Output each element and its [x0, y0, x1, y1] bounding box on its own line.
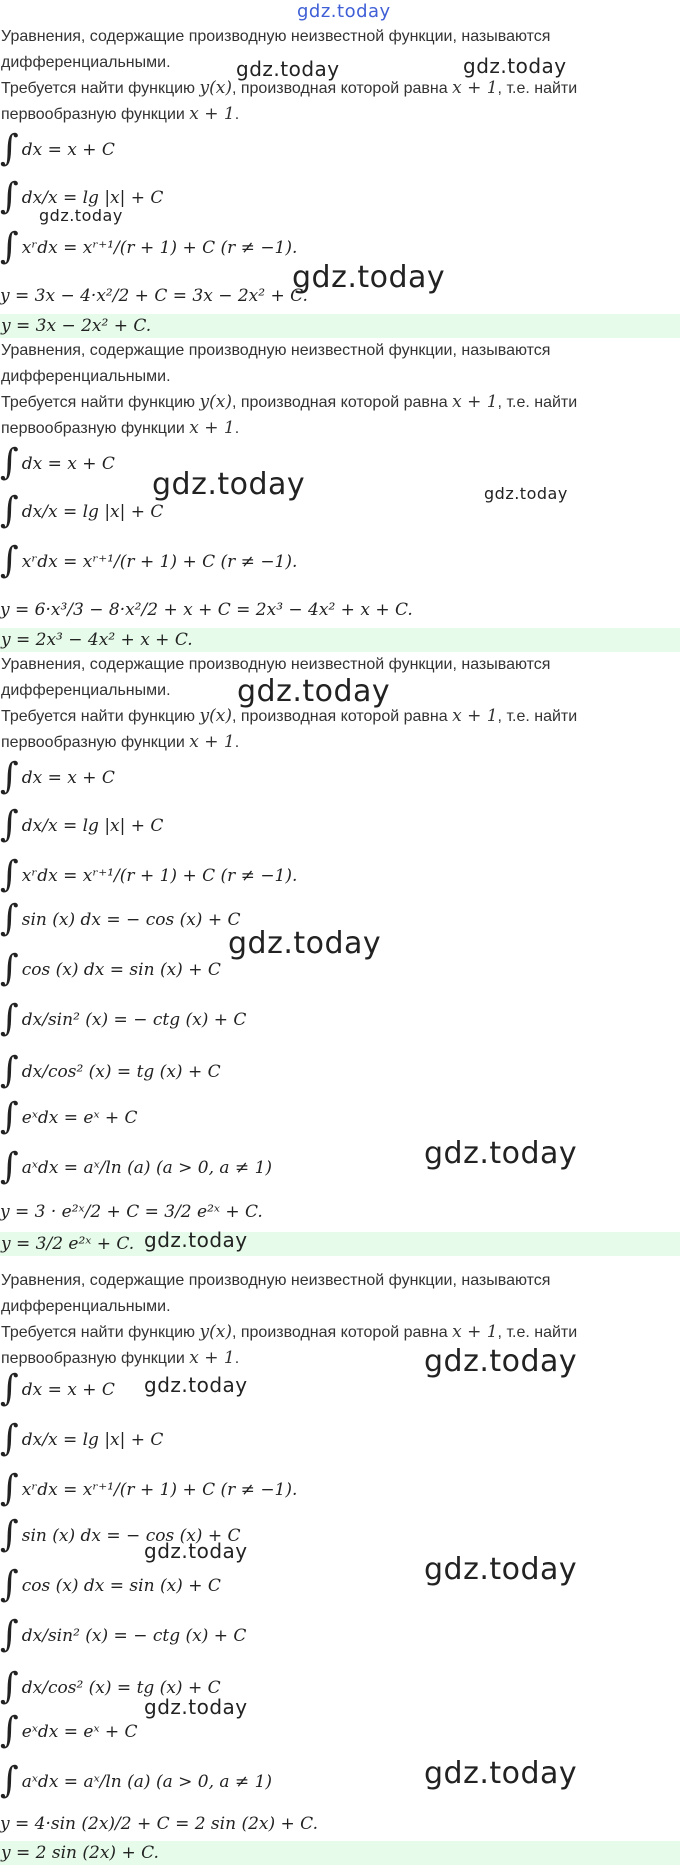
watermark: gdz.today [424, 1756, 578, 1791]
task-line: Требуется найти функцию y(x), производная которой равна x + 1, т.е. найти [1, 392, 578, 412]
formula-int-inverse: ∫ dx/x = lg |x| + C [0, 175, 164, 217]
intro-line-1: Уравнения, содержащие производную неизвестной функции, называются [1, 342, 551, 359]
intro-line-1: Уравнения, содержащие производную неизвестной функции, называются [1, 1272, 551, 1289]
watermark: gdz.today [144, 1228, 248, 1252]
formula-int-ax: ∫ aˣdx = aˣ/ln (a) (a > 0, a ≠ 1) [0, 1759, 273, 1801]
formula-int-inverse: ∫ dx/x = lg |x| + C [0, 803, 164, 845]
task-line-2: первообразную функции x + 1. [1, 732, 240, 752]
intro-line-1: Уравнения, содержащие производную неизвестной функции, называются [1, 656, 551, 673]
answer-box [0, 1841, 680, 1865]
formula-int-cos-squared: ∫ dx/cos² (x) = tg (x) + C [0, 1665, 221, 1707]
watermark: gdz.today [424, 1344, 578, 1379]
answer: y = 2 sin (2x) + C. [1, 1843, 159, 1863]
solution-work: y = 3 · e²ˣ/2 + C = 3/2 e²ˣ + C. [0, 1202, 263, 1222]
watermark: gdz.today [144, 1539, 248, 1563]
intro-line-2: дифференциальными. [1, 54, 171, 71]
formula-int-exp: ∫ eˣdx = eˣ + C [0, 1095, 138, 1137]
intro-line-2: дифференциальными. [1, 368, 171, 385]
answer: y = 3/2 e²ˣ + C. [1, 1234, 135, 1254]
formula-int-sin-squared: ∫ dx/sin² (x) = − ctg (x) + C [0, 1613, 247, 1655]
formula-int-dx: ∫ dx = x + C [0, 127, 115, 169]
watermark: gdz.today [39, 206, 123, 225]
function-antiderivative: x + 1 [189, 104, 235, 124]
task-text-mid: , производная которой равна [231, 80, 453, 97]
site-watermark: gdz.today [297, 1, 391, 22]
watermark: gdz.today [463, 54, 567, 78]
answer-box [0, 1232, 680, 1256]
formula-int-cos-squared: ∫ dx/cos² (x) = tg (x) + C [0, 1049, 221, 1091]
intro-line-2: дифференциальными. [1, 682, 171, 699]
formula-int-cos: ∫ cos (x) dx = sin (x) + C [0, 947, 221, 989]
formula-int-ax: ∫ aˣdx = aˣ/ln (a) (a > 0, a ≠ 1) [0, 1145, 273, 1187]
watermark: gdz.today [237, 674, 391, 709]
task-line-2 [1, 102, 239, 127]
formula-int-power: ∫ xʳdx = xʳ⁺¹/(r + 1) + C (r ≠ −1). [0, 225, 298, 267]
task-text-2-end: . [234, 106, 240, 123]
watermark: gdz.today [236, 57, 340, 81]
task-text: Требуется найти функцию [1, 80, 200, 97]
task-text-2: первообразную функции [1, 106, 190, 123]
formula-int-dx: ∫ dx = x + C [0, 755, 115, 797]
formula-int-sin-squared: ∫ dx/sin² (x) = − ctg (x) + C [0, 997, 247, 1039]
formula-int-inverse: ∫ dx/x = lg |x| + C [0, 1417, 164, 1459]
task-line-2: первообразную функции x + 1. [1, 418, 240, 438]
intro-line-2: дифференциальными. [1, 1298, 171, 1315]
formula-int-inverse: ∫ dx/x = lg |x| + C [0, 489, 164, 531]
formula-int-dx: ∫ dx = x + C [0, 1367, 115, 1409]
function-derivative: x + 1 [452, 78, 498, 98]
formula-int-power: ∫ xʳdx = xʳ⁺¹/(r + 1) + C (r ≠ −1). [0, 539, 298, 581]
watermark: gdz.today [144, 1373, 248, 1397]
task-line: Требуется найти функцию y(x), производная которой равна x + 1, т.е. найти [1, 706, 578, 726]
formula-int-sin: ∫ sin (x) dx = − cos (x) + C [0, 897, 241, 939]
watermark: gdz.today [228, 926, 382, 961]
answer-box [0, 628, 680, 652]
watermark: gdz.today [484, 484, 568, 503]
formula-int-power: ∫ xʳdx = xʳ⁺¹/(r + 1) + C (r ≠ −1). [0, 1467, 298, 1509]
answer: y = 3x − 2x² + C. [1, 316, 152, 336]
formula-int-cos: ∫ cos (x) dx = sin (x) + C [0, 1563, 221, 1605]
watermark: gdz.today [144, 1695, 248, 1719]
solution-work: y = 3x − 4·x²/2 + C = 3x − 2x² + C. [0, 286, 308, 306]
function-y: y(x) [199, 78, 232, 98]
task-text-end: , т.е. найти [497, 80, 578, 97]
watermark: gdz.today [424, 1136, 578, 1171]
watermark: gdz.today [152, 467, 306, 502]
formula-int-sin: ∫ sin (x) dx = − cos (x) + C [0, 1513, 241, 1555]
formula-int-dx: ∫ dx = x + C [0, 441, 115, 483]
task-line: Требуется найти функцию y(x), производная которой равна x + 1, т.е. найти [1, 1322, 578, 1342]
solution-work: y = 6·x³/3 − 8·x²/2 + x + C = 2x³ − 4x² + x + C. [0, 600, 413, 620]
formula-int-exp: ∫ eˣdx = eˣ + C [0, 1709, 138, 1751]
watermark: gdz.today [292, 260, 446, 295]
intro-line-1: Уравнения, содержащие производную неизвестной функции, называются [1, 28, 551, 45]
answer-box [0, 314, 680, 338]
task-line-2: первообразную функции x + 1. [1, 1348, 240, 1368]
solution-work: y = 4·sin (2x)/2 + C = 2 sin (2x) + C. [0, 1814, 318, 1834]
watermark: gdz.today [424, 1552, 578, 1587]
formula-int-power: ∫ xʳdx = xʳ⁺¹/(r + 1) + C (r ≠ −1). [0, 853, 298, 895]
answer: y = 2x³ − 4x² + x + C. [1, 630, 193, 650]
